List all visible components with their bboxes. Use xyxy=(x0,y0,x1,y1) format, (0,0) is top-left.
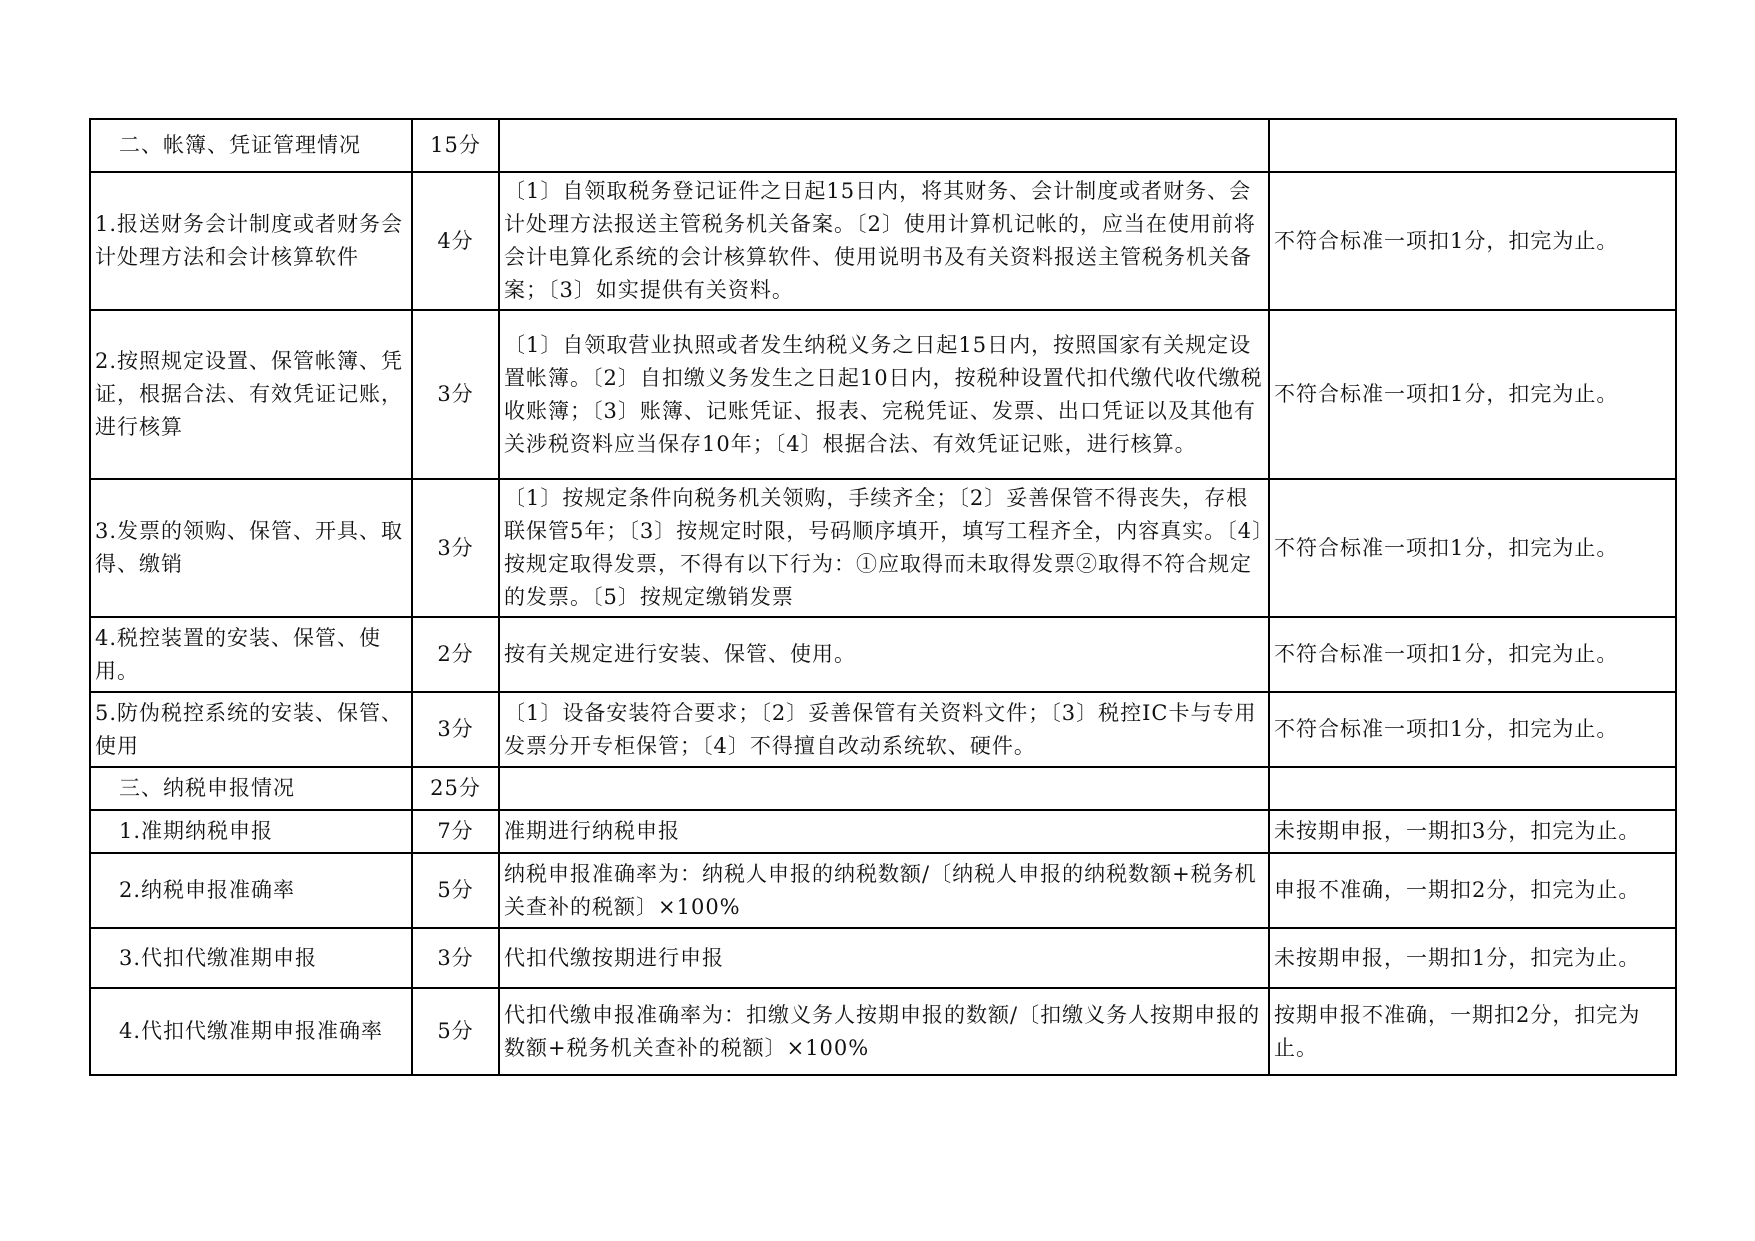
standard-cell: 准期进行纳税申报 xyxy=(499,810,1269,853)
standard-cell: 代扣代缴按期进行申报 xyxy=(499,928,1269,988)
item-cell: 3.代扣代缴准期申报 xyxy=(90,928,412,988)
table-row xyxy=(90,692,1676,767)
table-row xyxy=(90,617,1676,692)
item-cell: 2.纳税申报准确率 xyxy=(90,853,412,928)
deduction-cell: 申报不准确，一期扣2分，扣完为止。 xyxy=(1269,853,1676,928)
table-row xyxy=(90,310,1676,479)
score-cell: 3分 xyxy=(412,310,499,479)
section-deduction xyxy=(1269,767,1676,810)
item-cell: 5.防伪税控系统的安装、保管、使用 xyxy=(90,692,412,767)
item-cell: 3.发票的领购、保管、开具、取得、缴销 xyxy=(90,479,412,617)
section-score: 15分 xyxy=(412,119,499,172)
deduction-cell: 不符合标准一项扣1分，扣完为止。 xyxy=(1269,172,1676,310)
standard-cell: 〔1〕自领取营业执照或者发生纳税义务之日起15日内，按照国家有关规定设置帐簿。〔2〕自扣缴义务发生之日起10日内，按税种设置代扣代缴代收代缴税收账簿；〔3〕账簿、记账凭证、报表、完税凭证、发票、出口凭证以及其他有关涉税资料应当保存10年；〔4〕根据合法、有效凭证记账，进行核算。 xyxy=(499,310,1269,479)
standard-cell: 〔1〕设备安装符合要求；〔2〕妥善保管有关资料文件；〔3〕税控IC卡与专用发票分开专柜保管；〔4〕不得擅自改动系统软、硬件。 xyxy=(499,692,1269,767)
score-cell: 5分 xyxy=(412,853,499,928)
standard-cell: 〔1〕按规定条件向税务机关领购，手续齐全；〔2〕妥善保管不得丧失，存根联保管5年；〔3〕按规定时限，号码顺序填开，填写工程齐全，内容真实。〔4〕按规定取得发票，不得有以下行为：①应取得而未取得发票②取得不符合规定的发票。〔5〕按规定缴销发票 xyxy=(499,479,1269,617)
section-title: 二、帐簿、凭证管理情况 xyxy=(119,133,361,157)
item-cell: 1.报送财务会计制度或者财务会计处理方法和会计核算软件 xyxy=(90,172,412,310)
table-row xyxy=(90,810,1676,853)
score-cell: 3分 xyxy=(412,479,499,617)
section-row xyxy=(90,767,1676,810)
section-deduction xyxy=(1269,119,1676,172)
table-row xyxy=(90,172,1676,310)
section-score: 25分 xyxy=(412,767,499,810)
score-cell: 3分 xyxy=(412,928,499,988)
standard-cell: 代扣代缴申报准确率为：扣缴义务人按期申报的数额/〔扣缴义务人按期申报的数额+税务机关查补的税额〕×100% xyxy=(499,988,1269,1075)
deduction-cell: 按期申报不准确，一期扣2分，扣完为止。 xyxy=(1269,988,1676,1075)
section-title: 三、纳税申报情况 xyxy=(119,776,295,800)
section-row xyxy=(90,119,1676,172)
standard-cell: 按有关规定进行安装、保管、使用。 xyxy=(499,617,1269,692)
assessment-table xyxy=(89,118,1677,1076)
score-cell: 4分 xyxy=(412,172,499,310)
deduction-cell: 不符合标准一项扣1分，扣完为止。 xyxy=(1269,692,1676,767)
table-row xyxy=(90,479,1676,617)
item-cell: 2.按照规定设置、保管帐簿、凭证，根据合法、有效凭证记账，进行核算 xyxy=(90,310,412,479)
table-row xyxy=(90,928,1676,988)
item-cell: 4.代扣代缴准期申报准确率 xyxy=(90,988,412,1075)
deduction-cell: 未按期申报，一期扣1分，扣完为止。 xyxy=(1269,928,1676,988)
standard-cell: 〔1〕自领取税务登记证件之日起15日内，将其财务、会计制度或者财务、会计处理方法报送主管税务机关备案。〔2〕使用计算机记帐的，应当在使用前将会计电算化系统的会计核算软件、使用说明书及有关资料报送主管税务机关备案；〔3〕如实提供有关资料。 xyxy=(499,172,1269,310)
deduction-cell: 不符合标准一项扣1分，扣完为止。 xyxy=(1269,617,1676,692)
deduction-cell: 不符合标准一项扣1分，扣完为止。 xyxy=(1269,310,1676,479)
table-row xyxy=(90,988,1676,1075)
score-cell: 2分 xyxy=(412,617,499,692)
standard-cell: 纳税申报准确率为：纳税人申报的纳税数额/〔纳税人申报的纳税数额+税务机关查补的税额〕×100% xyxy=(499,853,1269,928)
deduction-cell: 未按期申报，一期扣3分，扣完为止。 xyxy=(1269,810,1676,853)
section-standard xyxy=(499,119,1269,172)
deduction-cell: 不符合标准一项扣1分，扣完为止。 xyxy=(1269,479,1676,617)
table-row xyxy=(90,853,1676,928)
section-title-cell xyxy=(90,119,412,172)
section-title-cell xyxy=(90,767,412,810)
score-cell: 7分 xyxy=(412,810,499,853)
score-cell: 5分 xyxy=(412,988,499,1075)
item-cell: 1.准期纳税申报 xyxy=(90,810,412,853)
section-standard xyxy=(499,767,1269,810)
score-cell: 3分 xyxy=(412,692,499,767)
item-cell: 4.税控装置的安装、保管、使用。 xyxy=(90,617,412,692)
